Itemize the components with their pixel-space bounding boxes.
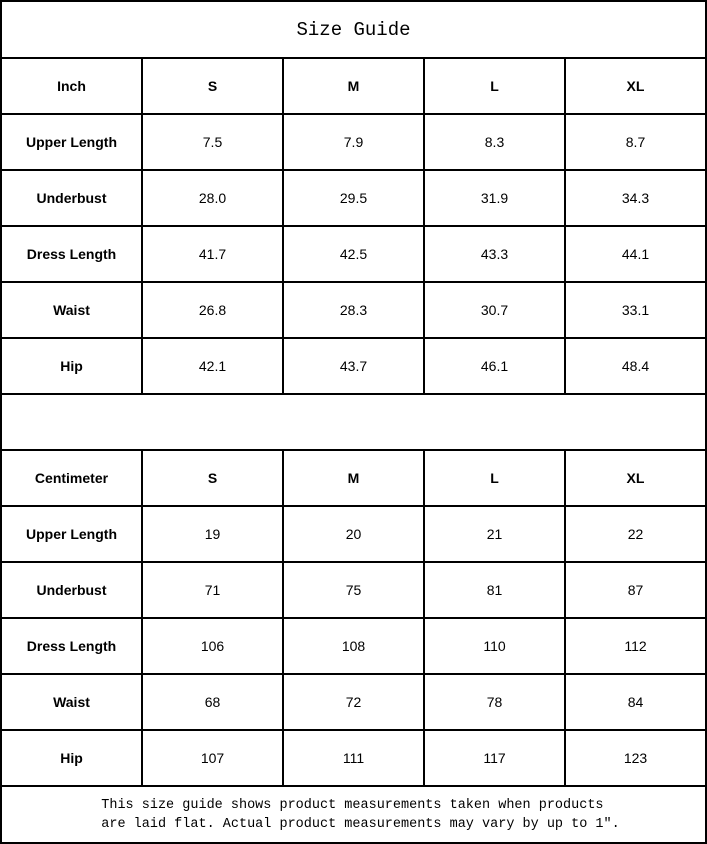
measurement-cell: 22 [565,506,706,562]
size-header-s: S [142,450,283,506]
measurement-cell: 84 [565,674,706,730]
row-label-hip: Hip [1,730,142,786]
unit-header-inch: Inch [1,58,142,114]
measurement-cell: 78 [424,674,565,730]
size-header-m: M [283,450,424,506]
measurement-cell: 44.1 [565,226,706,282]
size-header-xl: XL [565,450,706,506]
table-row [1,338,706,394]
footnote-line-2: are laid flat. Actual product measurements may vary by up to 1″. [101,816,620,832]
measurement-cell: 110 [424,618,565,674]
table-row [1,170,706,226]
measurement-cell: 19 [142,506,283,562]
measurement-cell: 7.5 [142,114,283,170]
size-header-xl: XL [565,58,706,114]
size-header-l: L [424,58,565,114]
table-row [1,730,706,786]
measurement-cell: 43.7 [283,338,424,394]
table-row [1,674,706,730]
measurement-cell: 112 [565,618,706,674]
measurement-cell: 33.1 [565,282,706,338]
footnote-text [101,796,619,834]
table-row [1,618,706,674]
measurement-cell: 31.9 [424,170,565,226]
spacer-cell [1,394,706,450]
unit-header-centimeter: Centimeter [1,450,142,506]
size-header-m: M [283,58,424,114]
row-label-underbust: Underbust [1,170,142,226]
measurement-cell: 21 [424,506,565,562]
inch-header-row [1,58,706,114]
measurement-cell: 87 [565,562,706,618]
measurement-cell: 20 [283,506,424,562]
measurement-cell: 42.5 [283,226,424,282]
row-label-dress-length: Dress Length [1,618,142,674]
measurement-cell: 34.3 [565,170,706,226]
measurement-cell: 7.9 [283,114,424,170]
centimeter-header-row [1,450,706,506]
page-title: Size Guide [1,1,706,58]
measurement-cell: 81 [424,562,565,618]
size-header-s: S [142,58,283,114]
measurement-cell: 108 [283,618,424,674]
table-row [1,562,706,618]
size-header-l: L [424,450,565,506]
footnote-row [1,786,706,843]
row-label-waist: Waist [1,282,142,338]
measurement-cell: 8.3 [424,114,565,170]
measurement-cell: 75 [283,562,424,618]
footnote-line-1: This size guide shows product measurements taken when products [101,797,604,813]
measurement-cell: 28.0 [142,170,283,226]
measurement-cell: 8.7 [565,114,706,170]
table-row [1,506,706,562]
measurement-cell: 72 [283,674,424,730]
measurement-cell: 68 [142,674,283,730]
measurement-cell: 46.1 [424,338,565,394]
measurement-cell: 42.1 [142,338,283,394]
measurement-cell: 107 [142,730,283,786]
spacer-row [1,394,706,450]
measurement-cell: 117 [424,730,565,786]
measurement-cell: 41.7 [142,226,283,282]
table-row [1,114,706,170]
title-row [1,1,706,58]
row-label-waist: Waist [1,674,142,730]
row-label-upper-length: Upper Length [1,114,142,170]
row-label-underbust: Underbust [1,562,142,618]
measurement-cell: 43.3 [424,226,565,282]
footnote-cell [1,786,706,843]
measurement-cell: 26.8 [142,282,283,338]
measurement-cell: 28.3 [283,282,424,338]
measurement-cell: 106 [142,618,283,674]
row-label-dress-length: Dress Length [1,226,142,282]
measurement-cell: 123 [565,730,706,786]
measurement-cell: 30.7 [424,282,565,338]
measurement-cell: 29.5 [283,170,424,226]
row-label-upper-length: Upper Length [1,506,142,562]
table-row [1,282,706,338]
table-row [1,226,706,282]
measurement-cell: 48.4 [565,338,706,394]
measurement-cell: 111 [283,730,424,786]
measurement-cell: 71 [142,562,283,618]
row-label-hip: Hip [1,338,142,394]
